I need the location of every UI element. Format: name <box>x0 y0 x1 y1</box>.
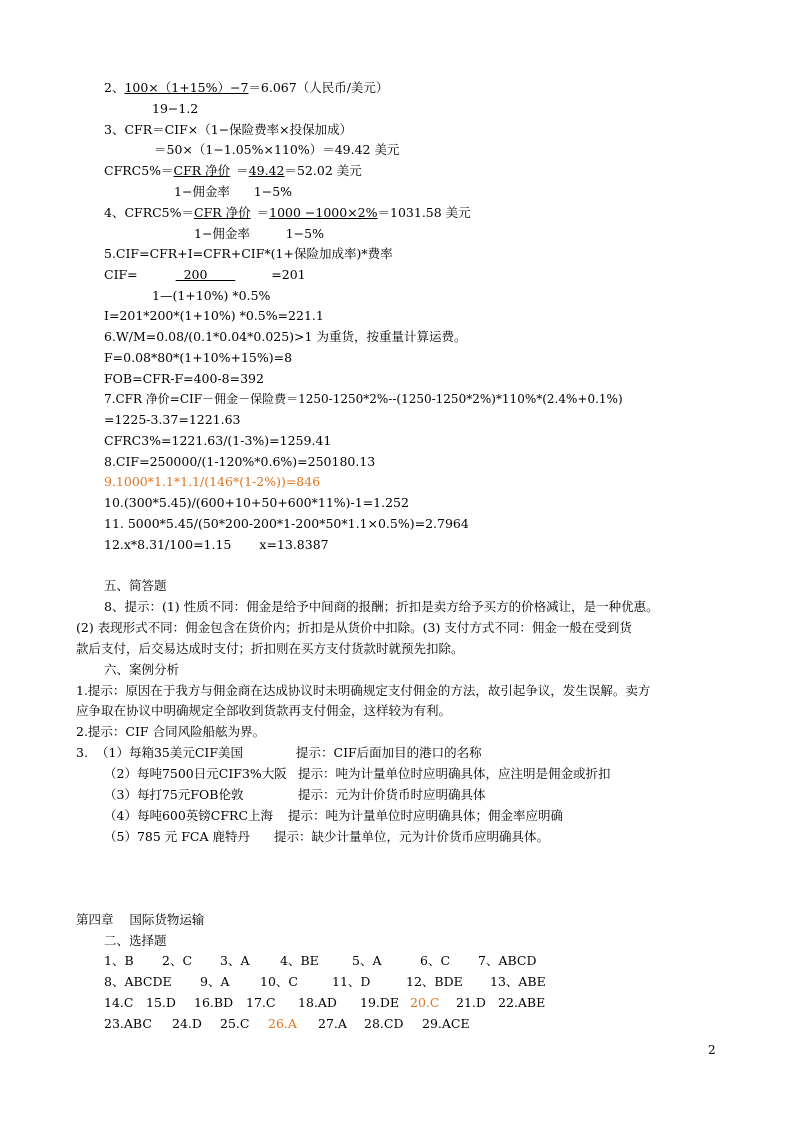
section-5-para-1: 8、提示：(1) 性质不同：佣金是给予中间商的报酬；折扣是卖方给予买方的价格减让，是一种优惠。 <box>104 599 659 614</box>
chapter-4-subheading: 二、选择题 <box>104 933 167 948</box>
answer-25: 25.C <box>220 1016 250 1031</box>
answer-14: 14.C <box>104 995 134 1010</box>
case-3-item-5-hint: 提示：缺少计量单位，元为计价货币应明确具体。 <box>274 829 550 844</box>
calc-3-result: ＝50×（1−1.05%×110%）＝49.42 美元 <box>154 142 400 157</box>
answer-28: 28.CD <box>364 1016 404 1031</box>
answer-27: 27.A <box>318 1016 347 1031</box>
calc-6: 6.W/M=0.08/(0.1*0.04*0.025)>1 为重货，按重量计算运费。 <box>104 329 467 344</box>
case-3-item-4-hint: 提示：吨为计量单位时应明确具体；佣金率应明确 <box>288 808 564 823</box>
answer-13: 13、ABE <box>490 974 546 989</box>
section-5-para-3: 款后支付，后交易达成时支付；折扣则在买方支付货款时就预先扣除。 <box>76 641 464 656</box>
calc-cfrc5: CFRC5%＝CFR 净价 ＝49.42＝52.02 美元 <box>104 163 362 178</box>
answer-16: 16.BD <box>194 995 234 1010</box>
answer-11: 11、D <box>332 974 371 989</box>
case-1-line-1: 1.提示：原因在于我方与佣金商在达成协议时未明确规定支付佣金的方法，故引起争议，发生误解。卖方 <box>76 683 651 698</box>
calc-5-insurance: I=201*200*(1+10%) *0.5%=221.1 <box>104 308 324 323</box>
chapter-4-title: 第四章 国际货物运输 <box>76 912 205 927</box>
answer-20-highlighted: 20.C <box>410 995 440 1010</box>
calc-2: 2、100×（1+15%）−7＝6.067（人民币/美元） <box>104 80 389 95</box>
answer-26-highlighted: 26.A <box>268 1016 297 1031</box>
case-3-item-4: （4）每吨600英镑CFRC上海 <box>104 808 274 823</box>
answer-29: 29.ACE <box>422 1016 470 1031</box>
calc-4: 4、CFRC5%＝CFR 净价 ＝1000 −1000×2%＝1031.58 美元 <box>104 205 471 220</box>
calc-7-result: =1225-3.37=1221.63 <box>104 412 241 427</box>
calc-12: 12.x*8.31/100=1.15 x=13.8387 <box>104 537 329 552</box>
case-3-item-1-hint: 提示：CIF后面加目的港口的名称 <box>296 745 482 760</box>
calc-5-cif: CIF= 200 =201 <box>104 267 306 282</box>
case-3-item-2-hint: 提示：吨为计量单位时应明确具体，应注明是佣金或折扣 <box>298 766 611 781</box>
answer-15: 15.D <box>146 995 176 1010</box>
answer-19: 19.DE <box>360 995 400 1010</box>
answer-1: 1、B <box>104 953 134 968</box>
calc-5: 5.CIF=CFR+I=CFR+CIF*(1+保险加成率)*费率 <box>104 246 393 261</box>
calc-cfrc5-denominator: 1−佣金率 1−5% <box>174 184 293 199</box>
calc-9-highlighted: 9.1000*1.1*1.1/(146*(1-2%))=846 <box>104 474 321 489</box>
calc-7: 7.CFR 净价=CIF－佣金－保险费＝1250-1250*2%--(1250-1250*2%)*110%*(2.4%+0.1%) <box>104 392 623 406</box>
calc-7-cfrc3: CFRC3%=1221.63/(1-3%)=1259.41 <box>104 433 332 448</box>
calc-3: 3、CFR＝CIF×（1−保险费率×投保加成） <box>104 122 353 137</box>
case-3-number: 3. <box>76 745 88 760</box>
answer-3: 3、A <box>220 953 250 968</box>
calc-6-fob: FOB=CFR-F=400-8=392 <box>104 371 264 386</box>
answer-17: 17.C <box>246 995 276 1010</box>
answer-9: 9、A <box>200 974 230 989</box>
case-1-line-2: 应争取在协议中明确规定全部收到货款再支付佣金，这样较为有利。 <box>76 703 452 718</box>
page-number: 2 <box>708 1043 716 1057</box>
answer-10: 10、C <box>260 974 298 989</box>
section-5-para-2: (2) 表现形式不同：佣金包含在货价内；折扣是从货价中扣除。(3) 支付方式不同：佣金一般在受到货 <box>76 620 632 635</box>
answer-7: 7、ABCD <box>478 953 537 968</box>
calc-6-freight: F=0.08*80*(1+10%+15%)=8 <box>104 350 293 365</box>
answer-22: 22.ABE <box>498 995 546 1010</box>
answer-23: 23.ABC <box>104 1016 152 1031</box>
case-3-item-1: （1）每箱35美元CIF美国 <box>96 745 244 760</box>
answer-8: 8、ABCDE <box>104 974 172 989</box>
calc-8: 8.CIF=250000/(1-120%*0.6%)=250180.13 <box>104 454 376 469</box>
answer-18: 18.AD <box>298 995 337 1010</box>
case-3-item-2: （2）每吨7500日元CIF3%大阪 <box>104 766 287 781</box>
answer-4: 4、BE <box>280 953 319 968</box>
answer-12: 12、BDE <box>406 974 463 989</box>
section-6-heading: 六、案例分析 <box>104 662 180 677</box>
calc-4-denominator: 1−佣金率 1−5% <box>194 226 324 241</box>
case-3-item-5: （5）785 元 FCA 鹿特丹 <box>104 829 250 844</box>
calc-10: 10.(300*5.45)/(600+10+50+600*11%)-1=1.252 <box>104 495 409 510</box>
answer-24: 24.D <box>172 1016 202 1031</box>
answer-21: 21.D <box>456 995 486 1010</box>
calc-2-denominator: 19−1.2 <box>152 101 199 116</box>
calc-5-denominator: 1—(1+10%) *0.5% <box>152 288 271 303</box>
case-3-item-3-hint: 提示：元为计价货币时应明确具体 <box>298 787 486 802</box>
case-3-item-3: （3）每打75元FOB伦敦 <box>104 787 244 802</box>
answer-2: 2、C <box>162 953 193 968</box>
calc-11: 11. 5000*5.45/(50*200-200*1-200*50*1.1×0.5%)=2.7964 <box>104 516 469 531</box>
section-5-heading: 五、简答题 <box>104 578 167 593</box>
case-2: 2.提示：CIF 合同风险船舷为界。 <box>76 724 266 739</box>
answer-6: 6、C <box>420 953 451 968</box>
answer-5: 5、A <box>352 953 382 968</box>
